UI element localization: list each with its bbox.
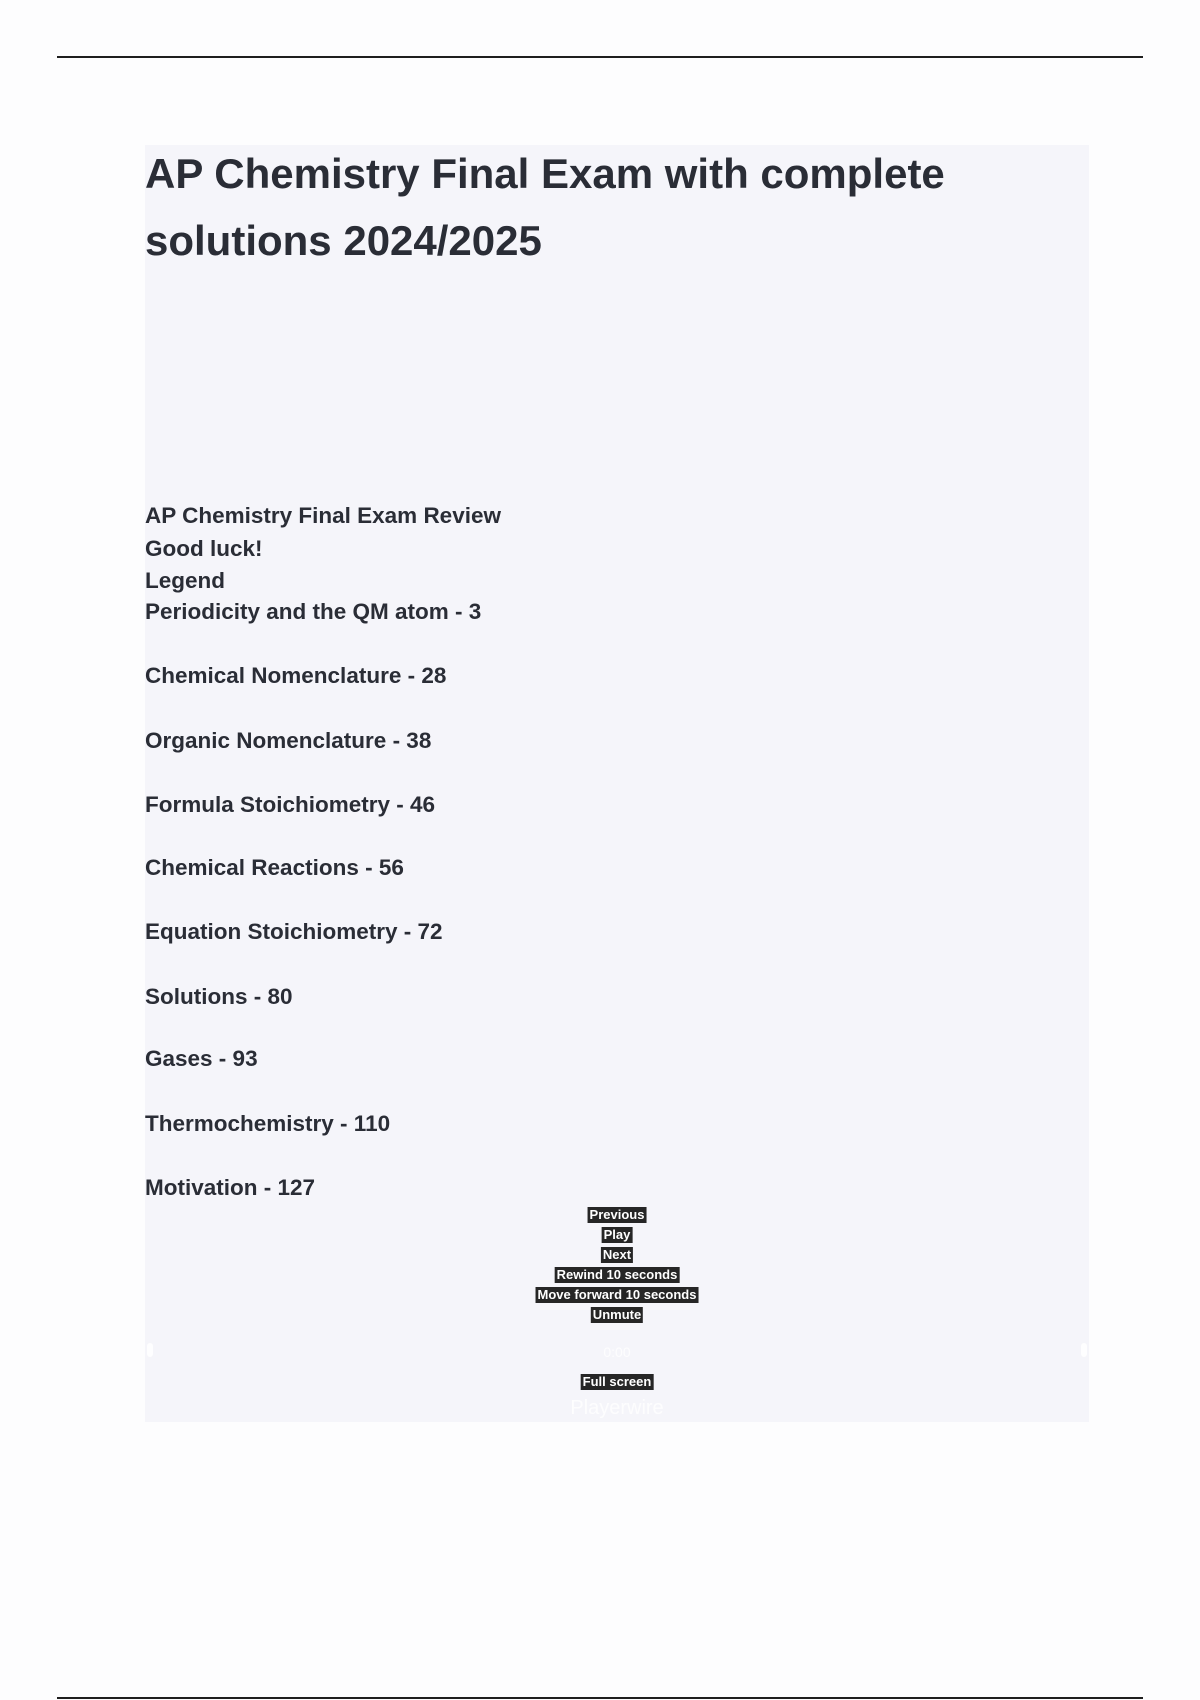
review-heading: AP Chemistry Final Exam Review bbox=[145, 503, 501, 528]
legend-heading: Legend bbox=[145, 568, 226, 593]
previous-button[interactable]: Previous bbox=[589, 1207, 645, 1222]
toc-item-thermochemistry: Thermochemistry - 110 bbox=[145, 1111, 391, 1136]
toc-item-periodicity: Periodicity and the QM atom - 3 bbox=[145, 599, 482, 624]
top-rule bbox=[57, 56, 1143, 58]
toc-item-gases: Gases - 93 bbox=[145, 1046, 258, 1071]
document-title: AP Chemistry Final Exam with complete solutions 2024/2025 bbox=[145, 150, 945, 264]
play-button[interactable]: Play bbox=[603, 1227, 631, 1242]
toc-item-chemical-nomenclature: Chemical Nomenclature - 28 bbox=[145, 663, 447, 688]
rewind-button[interactable]: Rewind 10 seconds bbox=[556, 1267, 678, 1282]
good-luck-text: Good luck! bbox=[145, 536, 263, 561]
bottom-rule bbox=[57, 1697, 1143, 1699]
toc-item-organic-nomenclature: Organic Nomenclature - 38 bbox=[145, 728, 432, 753]
player-brand: Playerwire bbox=[570, 1397, 664, 1419]
player-time: 0:00 bbox=[603, 1344, 631, 1360]
toc-item-chemical-reactions: Chemical Reactions - 56 bbox=[145, 855, 404, 880]
next-button[interactable]: Next bbox=[602, 1247, 632, 1262]
unmute-button[interactable]: Unmute bbox=[592, 1307, 642, 1322]
toc-item-formula-stoichiometry: Formula Stoichiometry - 46 bbox=[145, 792, 436, 817]
forward-button[interactable]: Move forward 10 seconds bbox=[537, 1287, 697, 1302]
fullscreen-button[interactable]: Full screen bbox=[582, 1374, 652, 1389]
player-left-handle bbox=[147, 1343, 153, 1357]
toc-item-solutions: Solutions - 80 bbox=[145, 984, 293, 1009]
player-right-handle bbox=[1081, 1343, 1087, 1357]
toc-item-equation-stoichiometry: Equation Stoichiometry - 72 bbox=[145, 919, 443, 944]
toc-item-motivation: Motivation - 127 bbox=[145, 1175, 316, 1200]
